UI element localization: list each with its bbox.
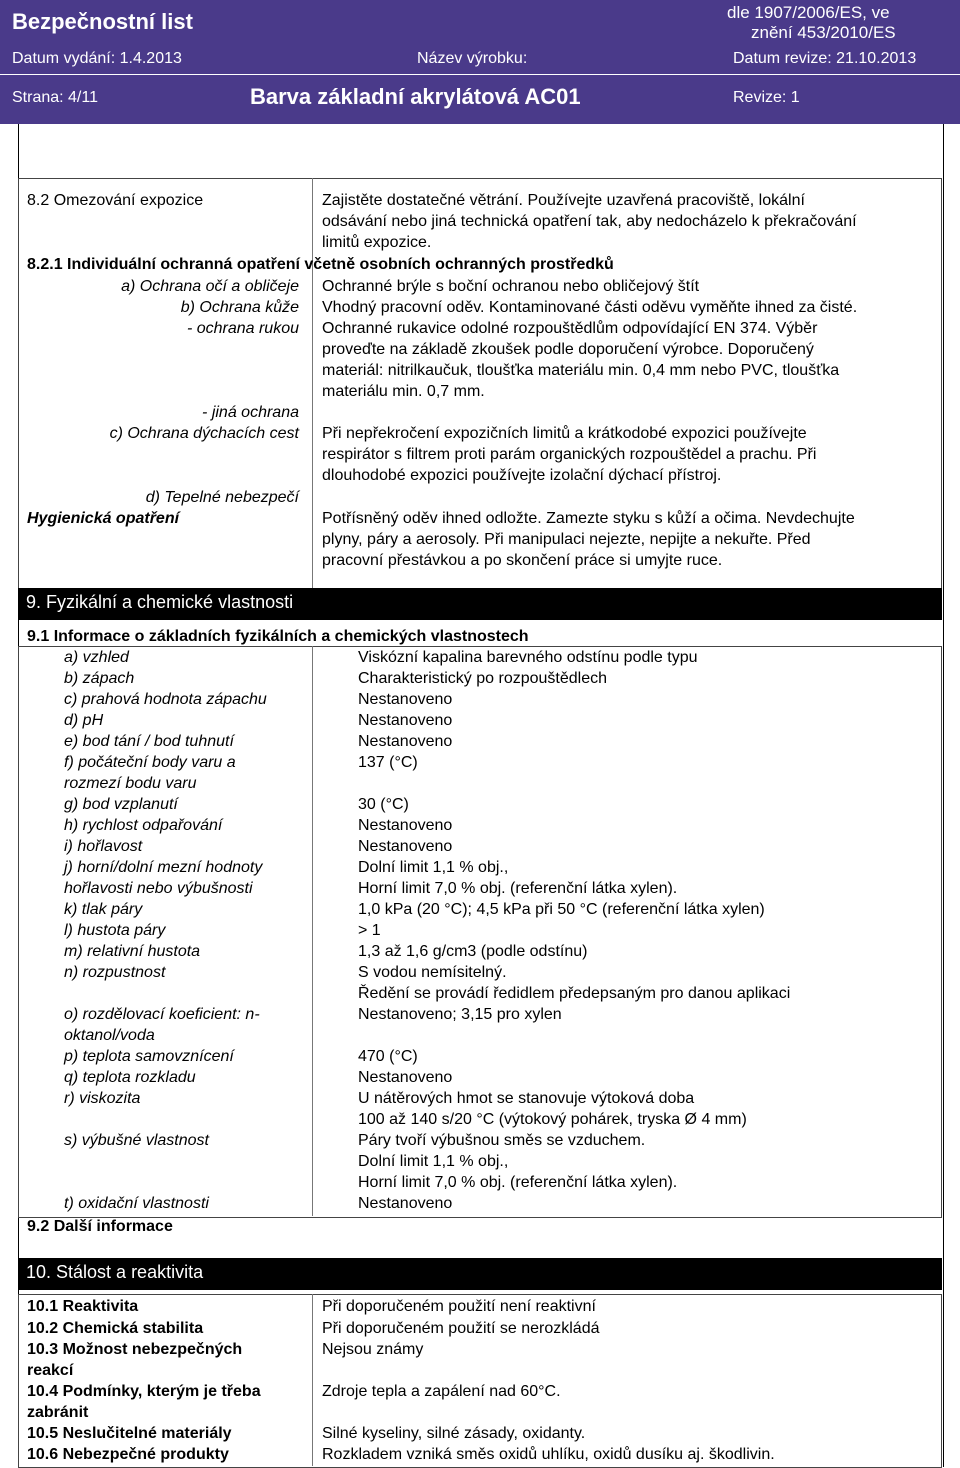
- property-label: b) zápach: [64, 670, 135, 687]
- divider: [312, 178, 313, 588]
- header-row-2: [0, 46, 960, 75]
- reactivity-label: 10.4 Podmínky, kterým je třeba: [27, 1383, 261, 1400]
- property-value: 1,0 kPa (20 °C); 4,5 kPa při 50 °C (referenční látka xylen): [358, 901, 765, 918]
- property-value: Nestanoveno: [358, 838, 453, 855]
- label-hands: - ochrana rukou: [186, 320, 299, 337]
- property-value: Dolní limit 1,1 % obj.,: [358, 859, 509, 876]
- property-value: Nestanoveno: [358, 733, 453, 750]
- property-label: rozmezí bodu varu: [64, 775, 197, 792]
- text-respiratory-3: dlouhodobé expozici používejte izolační dýchací přístroj.: [322, 467, 722, 484]
- property-value: Nestanoveno: [358, 1069, 453, 1086]
- label-other: - jiná ochrana: [202, 404, 299, 421]
- property-label: d) pH: [64, 712, 104, 729]
- reactivity-value: Při doporučeném použití se nerozkládá: [322, 1320, 600, 1337]
- property-label: p) teplota samovznícení: [64, 1048, 234, 1065]
- property-label: q) teplota rozkladu: [64, 1069, 196, 1086]
- text-skin: Vhodný pracovní oděv. Kontaminované části oděvu vyměňte ihned za čisté.: [322, 299, 858, 316]
- property-value: S vodou nemísitelný.: [358, 964, 507, 981]
- property-label: i) hořlavost: [64, 838, 143, 855]
- product-name: Barva základní akrylátová AC01: [250, 84, 581, 109]
- reactivity-label: zabránit: [27, 1404, 89, 1421]
- text-respiratory-2: respirátor s filtrem proti parám organických rozpouštědel a prachu. Při: [322, 446, 817, 463]
- document-header: [0, 0, 960, 124]
- divider: [312, 1294, 313, 1466]
- property-value: Nestanoveno: [358, 691, 453, 708]
- ppe-heading: 8.2.1 Individuální ochranná opatření včetně osobních ochranných prostředků: [27, 256, 614, 273]
- text-hands-1: Ochranné rukavice odolné rozpouštědlům odpovídající EN 374. Výběr: [322, 320, 818, 337]
- property-label: s) výbušné vlastnost: [64, 1132, 209, 1149]
- exposure-text-1: Zajistěte dostatečné větrání. Používejte uzavřená pracoviště, lokální: [322, 192, 805, 209]
- text-hygiene-1: Potřísněný oděv ihned odložte. Zamezte styku s kůží a očima. Nevdechujte: [322, 510, 855, 527]
- reactivity-value: Zdroje tepla a zapálení nad 60°C.: [322, 1383, 561, 1400]
- exposure-text-3: limitů expozice.: [322, 234, 432, 251]
- section-9-title: 9. Fyzikální a chemické vlastnosti: [26, 592, 294, 612]
- exposure-label: 8.2 Omezování expozice: [27, 192, 204, 209]
- doc-type: Bezpečnostní list: [12, 9, 193, 34]
- property-value: Ředění se provádí ředidlem předepsaným pro danou aplikaci: [358, 985, 791, 1002]
- property-value: Viskózní kapalina barevného odstínu podle typu: [358, 649, 698, 666]
- issue-date: Datum vydání: 1.4.2013: [12, 50, 182, 67]
- property-value: 137 (°C): [358, 754, 418, 771]
- label-eyes: a) Ochrana očí a obličeje: [121, 278, 299, 295]
- reactivity-value: Při doporučeném použití není reaktivní: [322, 1298, 596, 1315]
- label-respiratory: c) Ochrana dýchacích cest: [109, 425, 299, 442]
- header-row-1: [0, 0, 960, 47]
- property-value: 1,3 až 1,6 g/cm3 (podle odstínu): [358, 943, 588, 960]
- reactivity-value: Nejsou známy: [322, 1341, 424, 1358]
- label-hygiene: Hygienická opatření: [27, 510, 180, 527]
- property-label: n) rozpustnost: [64, 964, 166, 981]
- reactivity-value: Silné kyseliny, silné zásady, oxidanty.: [322, 1425, 586, 1442]
- reactivity-label: 10.2 Chemická stabilita: [27, 1320, 204, 1337]
- property-value: 100 až 140 s/20 °C (výtokový pohárek, tryska Ø 4 mm): [358, 1111, 747, 1128]
- property-value: 470 (°C): [358, 1048, 418, 1065]
- property-label: o) rozdělovací koeficient: n-: [64, 1006, 260, 1023]
- property-value: Horní limit 7,0 % obj. (referenční látka xylen).: [358, 880, 678, 897]
- section-10-title: 10. Stálost a reaktivita: [26, 1262, 204, 1282]
- property-label: e) bod tání / bod tuhnutí: [64, 733, 234, 750]
- revision-date: Datum revize: 21.10.2013: [733, 50, 917, 67]
- property-value: > 1: [358, 922, 381, 939]
- property-label: r) viskozita: [64, 1090, 141, 1107]
- label-skin: b) Ochrana kůže: [180, 299, 299, 316]
- text-hygiene-3: pracovní přestávkou a po skončení práce si umyjte ruce.: [322, 552, 723, 569]
- text-hygiene-2: plyny, páry a aerosoly. Při manipulaci nejezte, nepijte a nekuřte. Před: [322, 531, 811, 548]
- property-label: j) horní/dolní mezní hodnoty: [64, 859, 263, 876]
- text-hands-3: materiál: nitrilkaučuk, tloušťka materiálu min. 0,4 mm nebo PVC, tloušťka: [322, 362, 840, 379]
- label-thermal: d) Tepelné nebezpečí: [145, 489, 299, 506]
- property-label: t) oxidační vlastnosti: [64, 1195, 209, 1212]
- property-label: oktanol/voda: [64, 1027, 155, 1044]
- page-number: Strana: 4/11: [12, 89, 98, 106]
- property-value: 30 (°C): [358, 796, 409, 813]
- property-value: Nestanoveno: [358, 1195, 453, 1212]
- reactivity-label: 10.1 Reaktivita: [27, 1298, 139, 1315]
- property-label: a) vzhled: [64, 649, 129, 666]
- reactivity-label: 10.5 Neslučitelné materiály: [27, 1425, 232, 1442]
- text-respiratory-1: Při nepřekročení expozičních limitů a krátkodobé expozici používejte: [322, 425, 807, 442]
- revision: Revize: 1: [733, 89, 800, 106]
- property-value: Nestanoveno: [358, 817, 453, 834]
- property-label: m) relativní hustota: [64, 943, 201, 960]
- section-9-1-heading: 9.1 Informace o základních fyzikálních a chemických vlastnostech: [27, 628, 529, 645]
- section-9-band: [18, 588, 942, 620]
- property-label: f) počáteční body varu a: [64, 754, 236, 771]
- property-label: hořlavosti nebo výbušnosti: [64, 880, 253, 897]
- text-hands-4: materiálu min. 0,7 mm.: [322, 383, 485, 400]
- text-hands-2: proveďte na základě zkoušek podle doporučení výrobce. Doporučený: [322, 341, 814, 358]
- product-name-label: Název výrobku:: [417, 50, 528, 67]
- regulation-line-2: znění 453/2010/ES: [751, 23, 896, 42]
- regulation-line-1: dle 1907/2006/ES, ve: [727, 3, 890, 22]
- other-info-heading: 9.2 Další informace: [27, 1218, 173, 1235]
- exposure-text-2: odsávání nebo jiná technická opatření tak, aby nedocházelo k překračování: [322, 213, 857, 230]
- reactivity-label: reakcí: [27, 1362, 74, 1379]
- property-label: g) bod vzplanutí: [64, 796, 178, 813]
- property-value: Nestanoveno: [358, 712, 453, 729]
- reactivity-value: Rozkladem vzniká směs oxidů uhlíku, oxidů dusíku aj. škodlivin.: [322, 1446, 775, 1463]
- property-value: Horní limit 7,0 % obj. (referenční látka xylen).: [358, 1174, 678, 1191]
- property-label: l) hustota páry: [64, 922, 166, 939]
- property-value: Páry tvoří výbušnou směs se vzduchem.: [358, 1132, 646, 1149]
- section-10-band: [18, 1258, 942, 1290]
- text-eyes: Ochranné brýle s boční ochranou nebo obličejový štít: [322, 278, 700, 295]
- property-value: Charakteristický po rozpouštědlech: [358, 670, 608, 687]
- property-label: c) prahová hodnota zápachu: [64, 691, 267, 708]
- property-value: U nátěrových hmot se stanovuje výtoková doba: [358, 1090, 695, 1107]
- header-row-3: [0, 75, 960, 123]
- property-value: Nestanoveno; 3,15 pro xylen: [358, 1006, 562, 1023]
- reactivity-label: 10.3 Možnost nebezpečných: [27, 1341, 243, 1358]
- reactivity-label: 10.6 Nebezpečné produkty: [27, 1446, 229, 1463]
- divider: [312, 646, 313, 1216]
- property-value: Dolní limit 1,1 % obj.,: [358, 1153, 509, 1170]
- property-label: k) tlak páry: [64, 901, 143, 918]
- property-label: h) rychlost odpařování: [64, 817, 223, 834]
